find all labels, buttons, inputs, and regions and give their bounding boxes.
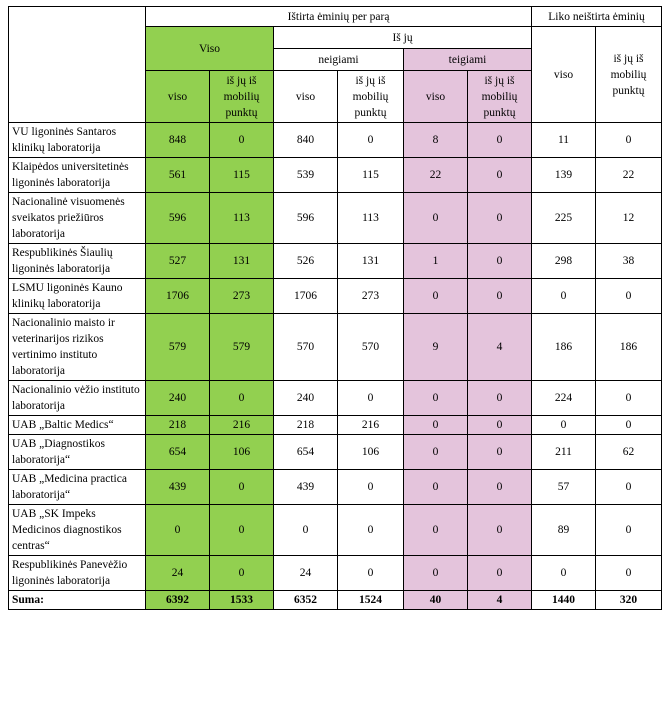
header-untested: Liko neištirta ėminių xyxy=(532,7,662,27)
cell-negative-all: 654 xyxy=(274,435,338,470)
cell-positive-mobile: 0 xyxy=(468,193,532,244)
header-total-group: Viso xyxy=(146,27,274,71)
lab-results-table xyxy=(8,6,662,610)
cell-total-all: 1706 xyxy=(146,279,210,314)
cell-untested-all: 224 xyxy=(532,381,596,416)
sum-total-all: 6392 xyxy=(146,591,210,610)
cell-positive-mobile: 0 xyxy=(468,416,532,435)
cell-untested-mobile: 62 xyxy=(596,435,662,470)
cell-negative-mobile: 570 xyxy=(338,314,404,381)
cell-negative-mobile: 131 xyxy=(338,244,404,279)
lab-name: UAB „SK Impeks Medicinos diagnostikos centras“ xyxy=(9,505,146,556)
lab-name: Respublikinės Šiaulių ligoninės laboratorija xyxy=(9,244,146,279)
cell-negative-mobile: 0 xyxy=(338,381,404,416)
cell-untested-all: 211 xyxy=(532,435,596,470)
cell-untested-all: 225 xyxy=(532,193,596,244)
cell-untested-all: 186 xyxy=(532,314,596,381)
cell-untested-all: 11 xyxy=(532,123,596,158)
table-row xyxy=(9,123,662,158)
cell-positive-all: 0 xyxy=(404,470,468,505)
cell-negative-all: 0 xyxy=(274,505,338,556)
cell-untested-mobile: 0 xyxy=(596,279,662,314)
corner-cell xyxy=(9,7,146,123)
cell-negative-all: 439 xyxy=(274,470,338,505)
cell-total-mobile: 579 xyxy=(210,314,274,381)
cell-untested-mobile: 38 xyxy=(596,244,662,279)
cell-positive-mobile: 0 xyxy=(468,158,532,193)
cell-untested-mobile: 0 xyxy=(596,470,662,505)
cell-positive-mobile: 4 xyxy=(468,314,532,381)
cell-negative-mobile: 273 xyxy=(338,279,404,314)
table-row xyxy=(9,556,662,591)
cell-untested-all: 0 xyxy=(532,279,596,314)
sum-total-mobile: 1533 xyxy=(210,591,274,610)
cell-total-mobile: 131 xyxy=(210,244,274,279)
lab-name: UAB „Diagnostikos laboratorija“ xyxy=(9,435,146,470)
cell-negative-all: 218 xyxy=(274,416,338,435)
cell-positive-mobile: 0 xyxy=(468,435,532,470)
cell-negative-mobile: 0 xyxy=(338,123,404,158)
table-row xyxy=(9,435,662,470)
cell-positive-mobile: 0 xyxy=(468,381,532,416)
cell-negative-all: 596 xyxy=(274,193,338,244)
cell-negative-all: 840 xyxy=(274,123,338,158)
table-row xyxy=(9,158,662,193)
cell-positive-all: 0 xyxy=(404,381,468,416)
cell-total-all: 848 xyxy=(146,123,210,158)
cell-untested-mobile: 0 xyxy=(596,381,662,416)
sum-negative-mobile: 1524 xyxy=(338,591,404,610)
cell-total-mobile: 0 xyxy=(210,505,274,556)
header-positive-mobile: iš jų iš mobilių punktų xyxy=(468,71,532,123)
lab-name: UAB „Baltic Medics“ xyxy=(9,416,146,435)
header-positive-all: viso xyxy=(404,71,468,123)
cell-positive-all: 22 xyxy=(404,158,468,193)
cell-total-mobile: 113 xyxy=(210,193,274,244)
cell-negative-all: 24 xyxy=(274,556,338,591)
cell-negative-mobile: 0 xyxy=(338,556,404,591)
table-row xyxy=(9,416,662,435)
cell-negative-mobile: 216 xyxy=(338,416,404,435)
cell-positive-mobile: 0 xyxy=(468,279,532,314)
cell-total-mobile: 216 xyxy=(210,416,274,435)
cell-negative-all: 570 xyxy=(274,314,338,381)
cell-positive-mobile: 0 xyxy=(468,470,532,505)
cell-total-all: 0 xyxy=(146,505,210,556)
lab-name: Nacionalinio vėžio instituto laboratorija xyxy=(9,381,146,416)
table-row xyxy=(9,244,662,279)
cell-positive-all: 9 xyxy=(404,314,468,381)
cell-total-all: 527 xyxy=(146,244,210,279)
cell-positive-all: 1 xyxy=(404,244,468,279)
cell-total-mobile: 106 xyxy=(210,435,274,470)
lab-name: LSMU ligoninės Kauno klinikų laboratorija xyxy=(9,279,146,314)
lab-name: VU ligoninės Santaros klinikų laboratorija xyxy=(9,123,146,158)
cell-total-all: 240 xyxy=(146,381,210,416)
cell-negative-mobile: 115 xyxy=(338,158,404,193)
header-negative: neigiami xyxy=(274,49,404,71)
table-row xyxy=(9,193,662,244)
cell-total-all: 579 xyxy=(146,314,210,381)
cell-negative-all: 539 xyxy=(274,158,338,193)
cell-total-mobile: 0 xyxy=(210,470,274,505)
header-negative-all: viso xyxy=(274,71,338,123)
cell-negative-mobile: 0 xyxy=(338,470,404,505)
header-total-mobile: iš jų iš mobilių punktų xyxy=(210,71,274,123)
cell-untested-mobile: 22 xyxy=(596,158,662,193)
table-row xyxy=(9,381,662,416)
cell-total-mobile: 0 xyxy=(210,123,274,158)
cell-untested-mobile: 0 xyxy=(596,416,662,435)
header-positive: teigiami xyxy=(404,49,532,71)
cell-untested-mobile: 12 xyxy=(596,193,662,244)
cell-negative-mobile: 106 xyxy=(338,435,404,470)
cell-untested-mobile: 0 xyxy=(596,505,662,556)
lab-name: Respublikinės Panevėžio ligoninės laboratorija xyxy=(9,556,146,591)
cell-positive-all: 0 xyxy=(404,556,468,591)
header-untested-mobile: iš jų iš mobilių punktų xyxy=(596,27,662,123)
cell-negative-all: 1706 xyxy=(274,279,338,314)
cell-positive-mobile: 0 xyxy=(468,556,532,591)
sum-positive-mobile: 4 xyxy=(468,591,532,610)
lab-name: Nacionalinė visuomenės sveikatos priežiūros laboratorija xyxy=(9,193,146,244)
cell-total-mobile: 0 xyxy=(210,556,274,591)
table-container xyxy=(8,6,661,610)
cell-total-all: 596 xyxy=(146,193,210,244)
cell-untested-mobile: 0 xyxy=(596,556,662,591)
header-negative-mobile: iš jų iš mobilių punktų xyxy=(338,71,404,123)
cell-untested-all: 0 xyxy=(532,556,596,591)
sum-untested-mobile: 320 xyxy=(596,591,662,610)
cell-total-mobile: 0 xyxy=(210,381,274,416)
cell-untested-all: 89 xyxy=(532,505,596,556)
cell-total-mobile: 273 xyxy=(210,279,274,314)
cell-negative-mobile: 113 xyxy=(338,193,404,244)
lab-name: UAB „Medicina practica laboratorija“ xyxy=(9,470,146,505)
cell-untested-all: 139 xyxy=(532,158,596,193)
header-total-all: viso xyxy=(146,71,210,123)
sum-row xyxy=(9,591,662,610)
table-row xyxy=(9,279,662,314)
cell-positive-mobile: 0 xyxy=(468,123,532,158)
table-row xyxy=(9,470,662,505)
header-of-which: Iš jų xyxy=(274,27,532,49)
cell-positive-all: 0 xyxy=(404,193,468,244)
cell-positive-all: 0 xyxy=(404,279,468,314)
header-untested-all: viso xyxy=(532,27,596,123)
cell-untested-mobile: 0 xyxy=(596,123,662,158)
cell-negative-all: 240 xyxy=(274,381,338,416)
cell-positive-all: 0 xyxy=(404,435,468,470)
table-body xyxy=(9,123,662,610)
sum-untested-all: 1440 xyxy=(532,591,596,610)
table-row xyxy=(9,505,662,556)
cell-positive-all: 0 xyxy=(404,505,468,556)
cell-negative-mobile: 0 xyxy=(338,505,404,556)
cell-untested-mobile: 186 xyxy=(596,314,662,381)
sum-positive-all: 40 xyxy=(404,591,468,610)
header-tested: Ištirta ėminių per parą xyxy=(146,7,532,27)
sum-label: Suma: xyxy=(9,591,146,610)
sum-negative-all: 6352 xyxy=(274,591,338,610)
cell-total-all: 561 xyxy=(146,158,210,193)
cell-total-all: 654 xyxy=(146,435,210,470)
cell-untested-all: 0 xyxy=(532,416,596,435)
cell-positive-mobile: 0 xyxy=(468,505,532,556)
cell-total-all: 439 xyxy=(146,470,210,505)
lab-name: Nacionalinio maisto ir veterinarijos rizikos vertinimo instituto laboratorija xyxy=(9,314,146,381)
cell-positive-all: 8 xyxy=(404,123,468,158)
cell-positive-all: 0 xyxy=(404,416,468,435)
cell-total-all: 218 xyxy=(146,416,210,435)
lab-name: Klaipėdos universitetinės ligoninės laboratorija xyxy=(9,158,146,193)
cell-total-mobile: 115 xyxy=(210,158,274,193)
cell-untested-all: 57 xyxy=(532,470,596,505)
cell-negative-all: 526 xyxy=(274,244,338,279)
table-row xyxy=(9,314,662,381)
cell-total-all: 24 xyxy=(146,556,210,591)
cell-positive-mobile: 0 xyxy=(468,244,532,279)
cell-untested-all: 298 xyxy=(532,244,596,279)
